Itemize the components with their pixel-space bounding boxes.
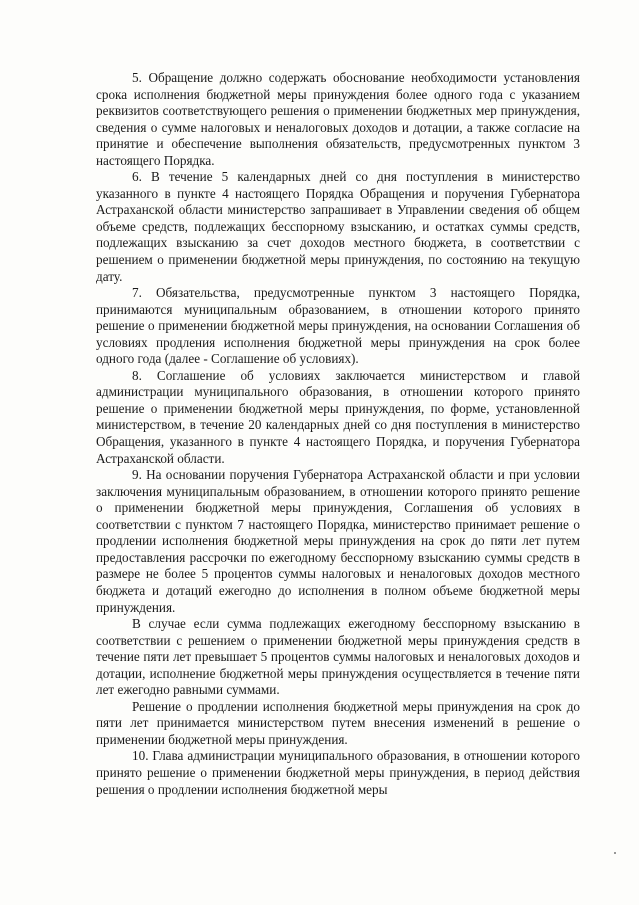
paragraph-7: 7. Обязательства, предусмотренные пунктом 3 настоящего Порядка, принимаются муниципальным образованием, в отношении которого принято решение о применении бюджетной меры принуждения, на основании Соглашения об условиях продления исполнения бюджетной меры принуждения на срок более одного года (далее - Соглашение об условиях). (96, 285, 580, 367)
paragraph-10: 10. Глава администрации муниципального образования, в отношении которого принято решение о применении бюджетной меры принуждения, в период действия решения о продлении исполнения бюджетной меры (96, 748, 580, 797)
paragraph-9-case: В случае если сумма подлежащих ежегодному бесспорному взысканию в соответствии с решением о применении бюджетной меры принуждения средств в течение пяти лет превышает 5 процентов суммы налоговых и неналоговых доходов и дотации, исполнение бюджетной меры принуждения осуществляется в течение пяти лет ежегодно равными суммами. (96, 616, 580, 698)
scan-speck (614, 852, 616, 854)
paragraph-5: 5. Обращение должно содержать обоснование необходимости установления срока исполнения бюджетной меры принуждения более одного года с указанием реквизитов соответствующего решения о применении бюджетных мер принуждения, сведения о сумме налоговых и неналоговых доходов и дотации, а также согласие на принятие и обеспечение выполнения обязательств, предусмотренных пунктом 3 настоящего Порядка. (96, 70, 580, 168)
paragraph-9-decision: Решение о продлении исполнения бюджетной меры принуждения на срок до пяти лет принимается министерством путем внесения изменений в решение о применении бюджетной меры принуждения. (96, 698, 580, 747)
document-body (96, 70, 580, 798)
paragraph-8: 8. Соглашение об условиях заключается министерством и главой администрации муниципального образования, в отношении которого принято решение о применении бюджетной меры принуждения, по форме, установленной министерством, в течение 20 календарных дней со дня поступления в министерство Обращения, указанного в пункте 4 настоящего Порядка, и поручения Губернатора Астраханской области. (96, 367, 580, 466)
paragraph-6: 6. В течение 5 календарных дней со дня поступления в министерство указанного в пункте 4 настоящего Порядка Обращения и поручения Губернатора Астраханской области министерство запрашивает в Управлении сведения об общем объеме средств, подлежащих бесспорному взысканию, и остатках суммы средств, подлежащих взысканию за счет доходов местного бюджета, в соответствии с решением о применении бюджетной меры принуждения, по состоянию на текущую дату. (96, 169, 580, 284)
paragraph-9: 9. На основании поручения Губернатора Астраханской области и при условии заключения муниципальным образованием, в отношении которого принято решение о применении бюджетной меры принуждения, Соглашения об условиях в соответствии с пунктом 7 настоящего Порядка, министерство принимает решение о продлении исполнения бюджетной меры принуждения на срок до пяти лет путем предоставления рассрочки по ежегодному бесспорному взысканию суммы средств в размере не более 5 процентов суммы налоговых и неналоговых доходов местного бюджета и дотаций ежегодно до исполнения в полном объеме бюджетной меры принуждения. (96, 467, 580, 615)
